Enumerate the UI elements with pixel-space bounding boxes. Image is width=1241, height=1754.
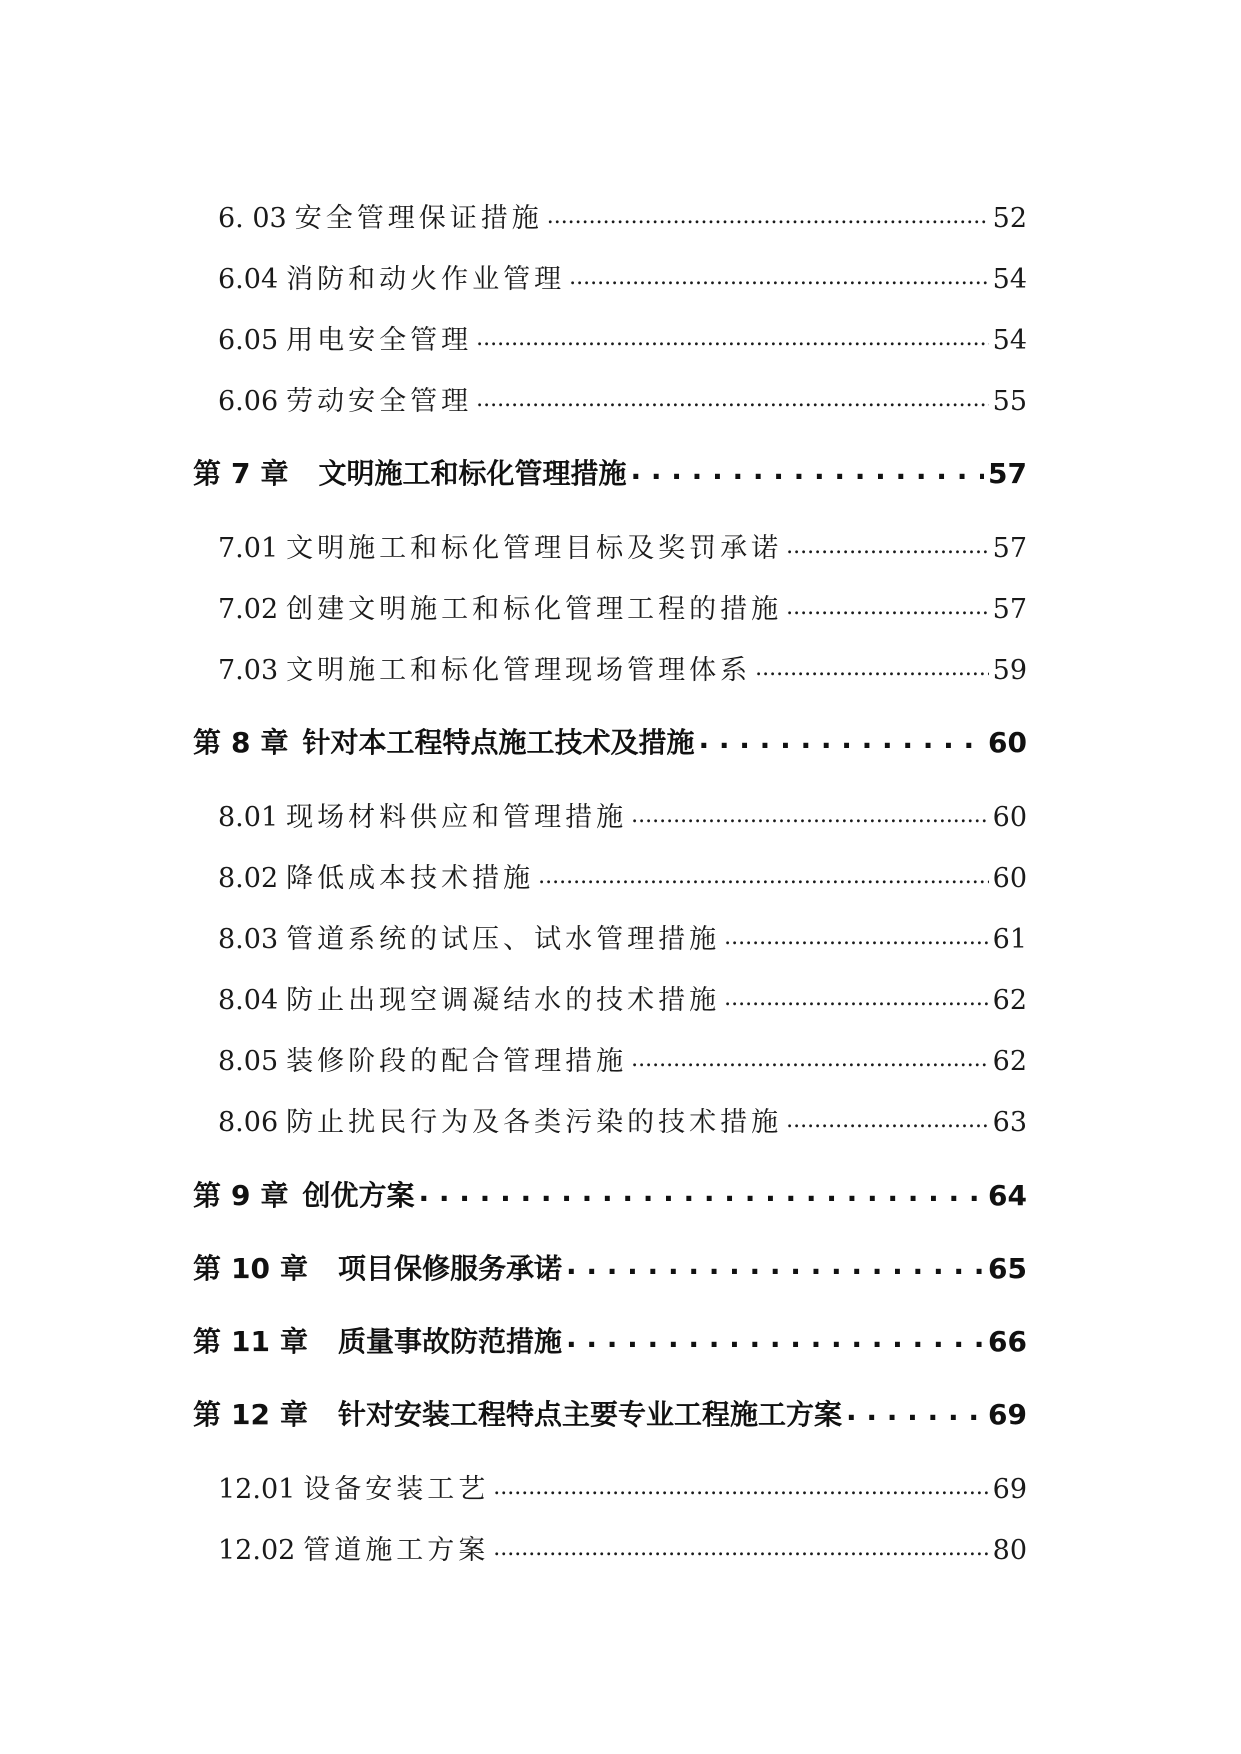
toc-entry-label: 8.03 管道系统的试压、试水管理措施 — [218, 924, 721, 955]
toc-entry-label: 8.01 现场材料供应和管理措施 — [218, 802, 628, 833]
toc-entry-12-01[interactable] — [0, 1467, 1241, 1506]
toc-chapter-11[interactable] — [0, 1320, 1241, 1360]
toc-entry-label: 7.02 创建文明施工和标化管理工程的措施 — [218, 594, 783, 625]
leader-dots — [493, 1471, 988, 1498]
toc-entry-label: 6.04 消防和动火作业管理 — [218, 264, 566, 295]
leader-dots — [786, 591, 989, 618]
toc-page-number: 80 — [992, 1535, 1027, 1566]
toc-entry-label: 8.06 防止扰民行为及各类污染的技术措施 — [218, 1107, 783, 1138]
leader-dots — [419, 1177, 985, 1205]
leader-dots — [786, 1104, 989, 1131]
leader-dots — [786, 530, 989, 557]
toc-page-number: 54 — [992, 264, 1027, 295]
toc-page-number: 60 — [992, 863, 1027, 894]
toc-entry-8-05[interactable] — [0, 1039, 1241, 1078]
toc-entry-label: 6.06 劳动安全管理 — [218, 386, 473, 417]
toc-page-number: 60 — [992, 802, 1027, 833]
toc-entry-6-04[interactable] — [0, 257, 1241, 296]
toc-entry-8-06[interactable] — [0, 1100, 1241, 1139]
toc-page-number: 52 — [992, 203, 1027, 234]
toc-page-number: 69 — [992, 1474, 1027, 1505]
leader-dots — [538, 860, 989, 887]
leader-dots — [547, 200, 989, 227]
toc-entry-label: 8.05 装修阶段的配合管理措施 — [218, 1046, 628, 1077]
leader-dots — [631, 455, 985, 483]
toc-entry-12-02[interactable] — [0, 1528, 1241, 1567]
toc-entry-6-06[interactable] — [0, 379, 1241, 418]
toc-page-number: 57 — [992, 533, 1027, 564]
leader-dots — [476, 383, 989, 410]
toc-chapter-label: 第 11 章 质量事故防范措施 — [193, 1325, 563, 1358]
toc-entry-label: 12.01 设备安装工艺 — [218, 1474, 490, 1505]
toc-page-number: 63 — [992, 1107, 1027, 1138]
toc-entry-label: 8.02 降低成本技术措施 — [218, 863, 535, 894]
leader-dots — [724, 921, 989, 948]
toc-page-number: 59 — [992, 655, 1027, 686]
toc-chapter-7[interactable] — [0, 452, 1241, 492]
toc-entry-label: 12.02 管道施工方案 — [218, 1535, 490, 1566]
leader-dots — [699, 724, 985, 752]
toc-entry-7-03[interactable] — [0, 648, 1241, 687]
toc-entry-label: 6. 03 安全管理保证措施 — [218, 203, 543, 234]
leader-dots — [631, 799, 989, 826]
leader-dots — [493, 1532, 988, 1559]
leader-dots — [724, 982, 989, 1009]
toc-chapter-10[interactable] — [0, 1247, 1241, 1287]
leader-dots — [755, 652, 989, 679]
toc-entry-6-05[interactable] — [0, 318, 1241, 357]
leader-dots — [569, 261, 989, 288]
toc-chapter-label: 第 8 章 针对本工程特点施工技术及措施 — [193, 726, 695, 759]
toc-page-number: 66 — [988, 1325, 1027, 1358]
toc-page-number: 62 — [992, 1046, 1027, 1077]
toc-chapter-label: 第 10 章 项目保修服务承诺 — [193, 1252, 563, 1285]
toc-chapter-label: 第 12 章 针对安装工程特点主要专业工程施工方案 — [193, 1398, 843, 1431]
toc-page-number: 64 — [988, 1179, 1027, 1212]
toc-entry-6-03[interactable] — [0, 196, 1241, 235]
toc-page-number: 57 — [992, 594, 1027, 625]
toc-entry-label: 7.03 文明施工和标化管理现场管理体系 — [218, 655, 752, 686]
toc-entry-8-03[interactable] — [0, 917, 1241, 956]
toc-page-number: 61 — [992, 924, 1027, 955]
toc-entry-label: 7.01 文明施工和标化管理目标及奖罚承诺 — [218, 533, 783, 564]
toc-page-number: 60 — [988, 726, 1027, 759]
toc-entry-7-01[interactable] — [0, 526, 1241, 565]
leader-dots — [566, 1323, 984, 1351]
toc-chapter-label: 第 7 章 文明施工和标化管理措施 — [193, 457, 627, 490]
leader-dots — [566, 1250, 984, 1278]
toc-entry-label: 6.05 用电安全管理 — [218, 325, 473, 356]
toc-chapter-9[interactable] — [0, 1174, 1241, 1214]
leader-dots — [476, 322, 989, 349]
toc-entry-8-01[interactable] — [0, 795, 1241, 834]
leader-dots — [631, 1043, 989, 1070]
toc-entry-8-02[interactable] — [0, 856, 1241, 895]
toc-page-number: 57 — [988, 457, 1027, 490]
toc-chapter-12[interactable] — [0, 1393, 1241, 1433]
toc-page-number: 65 — [988, 1252, 1027, 1285]
toc-entry-7-02[interactable] — [0, 587, 1241, 626]
toc-chapter-8[interactable] — [0, 721, 1241, 761]
toc-page-number: 54 — [992, 325, 1027, 356]
toc-entry-label: 8.04 防止出现空调凝结水的技术措施 — [218, 985, 721, 1016]
toc-entry-8-04[interactable] — [0, 978, 1241, 1017]
toc-page-number: 69 — [988, 1398, 1027, 1431]
toc-chapter-label: 第 9 章 创优方案 — [193, 1179, 415, 1212]
leader-dots — [846, 1396, 984, 1424]
toc-page-number: 62 — [992, 985, 1027, 1016]
toc-page-number: 55 — [992, 386, 1027, 417]
